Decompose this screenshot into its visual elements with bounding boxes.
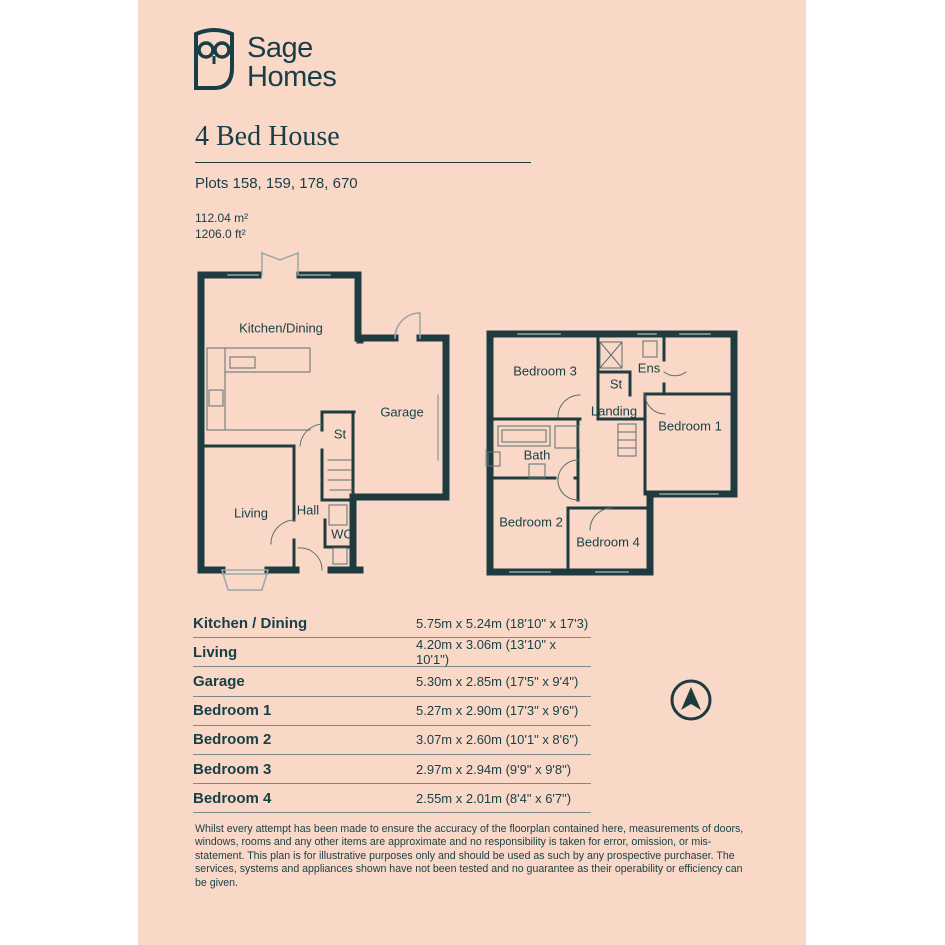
dimension-room-name: Bedroom 2 xyxy=(193,731,272,749)
dimension-row xyxy=(193,755,591,784)
dimension-row xyxy=(193,697,591,726)
dimension-row xyxy=(193,667,591,696)
plots-list: Plots 158, 159, 178, 670 xyxy=(195,175,358,192)
dimension-room-name: Bedroom 4 xyxy=(193,789,272,807)
dimension-row xyxy=(193,784,591,813)
disclaimer-text: Whilst every attempt has been made to ensure the accuracy of the floorplan contained here, measurements of doors, windows, rooms and any other items are approximate and no responsibility is taken for error, omission, or mis-statement. This plan is for illustrative purposes only and should be used as such by any prospective purchaser. The services, systems and appliances shown have not been tested and no guarantee as their operability or efficiency can be given. xyxy=(195,823,744,889)
brand-name: Sage Homes xyxy=(247,32,337,93)
room-label-landing: Landing xyxy=(590,403,638,419)
dimension-size: 3.07m x 2.60m (10'1" x 8'6") xyxy=(416,732,579,748)
room-label-wc: WC xyxy=(331,526,353,542)
dimension-size: 2.97m x 2.94m (9'9" x 9'8") xyxy=(416,761,572,777)
room-label-store: St xyxy=(333,426,347,442)
dimension-size: 2.55m x 2.01m (8'4" x 6'7") xyxy=(416,790,572,806)
room-label-store-first: St xyxy=(609,376,623,392)
north-arrow-icon xyxy=(670,679,712,721)
dimension-row xyxy=(193,609,591,638)
dimension-room-name: Garage xyxy=(193,672,245,690)
room-label-bedroom1: Bedroom 1 xyxy=(658,418,722,434)
dimension-row xyxy=(193,726,591,755)
page-title: 4 Bed House xyxy=(195,121,340,152)
room-label-garage: Garage xyxy=(380,404,424,420)
room-label-bath: Bath xyxy=(523,447,551,463)
dimension-room-name: Kitchen / Dining xyxy=(193,614,308,632)
dimensions-table xyxy=(193,609,591,813)
room-label-hall: Hall xyxy=(296,502,320,518)
room-label-ensuite: Ens xyxy=(637,360,661,376)
dimension-row xyxy=(193,638,591,667)
dimension-room-name: Bedroom 3 xyxy=(193,760,272,778)
dimension-size: 5.75m x 5.24m (18'10" x 17'3) xyxy=(416,615,589,631)
area-metric: 112.04 m² xyxy=(195,211,249,225)
room-label-bedroom4: Bedroom 4 xyxy=(576,534,640,550)
room-label-bedroom2: Bedroom 2 xyxy=(499,514,563,530)
room-label-living: Living xyxy=(234,505,268,521)
dimension-size: 5.27m x 2.90m (17'3" x 9'6") xyxy=(416,703,579,719)
dimension-size: 4.20m x 3.06m (13'10" x 10'1") xyxy=(416,637,557,668)
dimension-room-name: Living xyxy=(193,643,238,661)
room-label-kitchen: Kitchen/Dining xyxy=(239,320,323,336)
dimension-room-name: Bedroom 1 xyxy=(193,702,272,720)
area-imperial: 1206.0 ft² xyxy=(195,227,246,241)
room-label-bedroom3: Bedroom 3 xyxy=(513,363,577,379)
dimension-size: 5.30m x 2.85m (17'5" x 9'4") xyxy=(416,673,579,689)
